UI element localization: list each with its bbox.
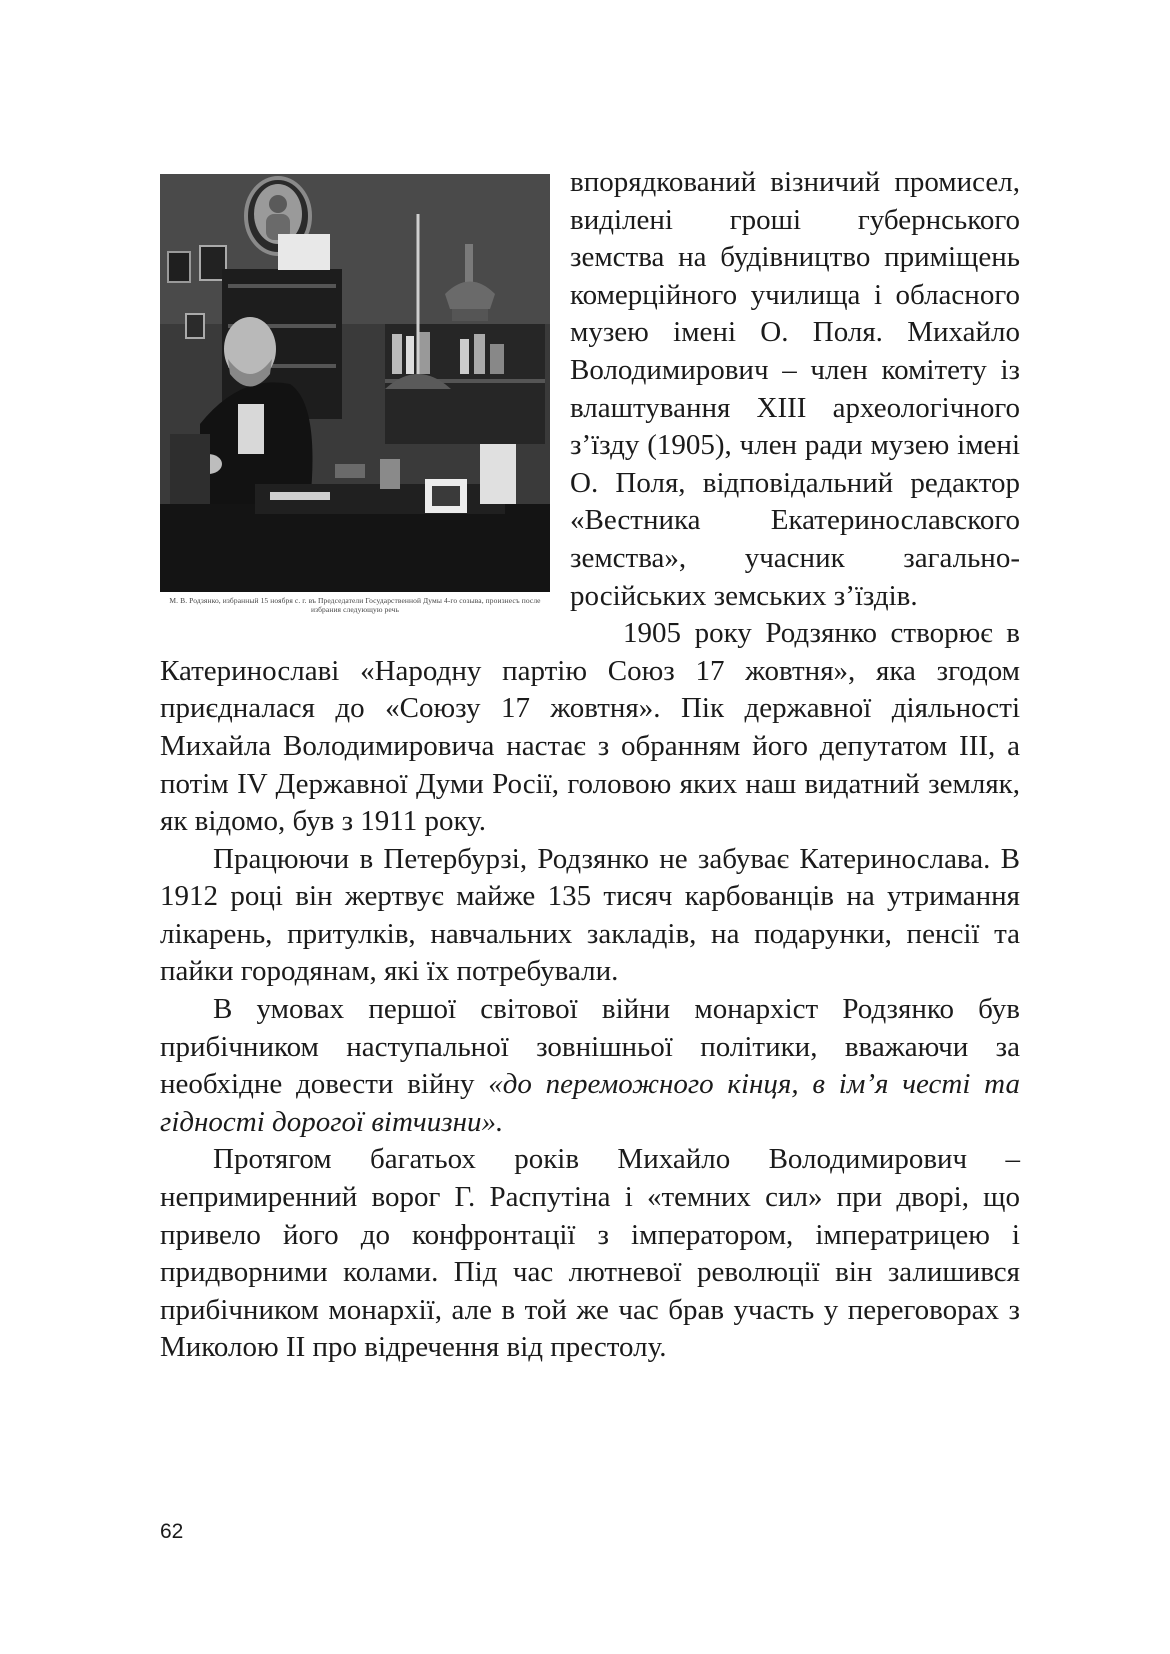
war-quote: «до переможного кінця, в ім’я честі та гідності дорогої вітчизни». — [160, 1068, 1020, 1138]
portrait-photo — [160, 174, 550, 592]
photo-caption: М. В. Родзянко, избранный 15 ноября с. г. въ Председатели Государственной Думы 4-го созыва, произнесъ после избрания следующую речь — [169, 596, 541, 614]
paragraph-rasputin: Протягом багатьох років Михайло Володимирович – непримиренний ворог Г. Распутіна і «темних сил» при дворі, що привело його до конфронтації з імператором, імператрицею і придворними колами. Під час лютневої революції він залишився прибічником монархії, але в той же час брав участь у переговорах з Миколою II про відречення від престолу. — [160, 1143, 1020, 1364]
page-number: 62 — [160, 1520, 184, 1543]
paragraph-donation: Працюючи в Петербурзі, Родзянко не забуває Катеринослава. В 1912 році він жертвує майже 135 тисяч карбованців на утримання лікарень, притулків, навчальних закладів, на подарунки, пенсії та пайки городянам, які їх потребували. — [160, 842, 1020, 988]
paragraph-world-war-text: В умовах першої світової війни монархіст Родзянко був прибічником наступальної зовнішньої політики, вважаючи за необхідне довести війну — [160, 993, 1020, 1101]
page-body — [160, 164, 1020, 1367]
paragraph-world-war — [160, 991, 1020, 1141]
paragraph-people-party: 1905 року Родзянко створює в Катеринославі «Народну партію Союз 17 жовтня», яка згодом приєдналася до «Союзу 17 жовтня». Пік державної діяльності Михайла Володимировича настає з обранням його депутатом III, а потім IV Державної Думи Росії, головою яких наш видатний земляк, як відомо, був з 1911 року. — [160, 617, 1020, 838]
paragraph-intro-continuation: впорядкований візничий промисел, виділені гроші губернського земства на будівництво приміщень комерційного училища і обласного музею імені О. Поля. Михайло Володимирович – член комітету із влаштування XIII археологічного з’їзду (1905), член ради музею імені О. Поля, відповідальний редактор «Вестника Екатеринославского земства», учасник загальноросійських земських з’їздів. — [570, 166, 1020, 612]
photo-scene-icon — [160, 174, 550, 592]
portrait-figure — [160, 174, 550, 614]
